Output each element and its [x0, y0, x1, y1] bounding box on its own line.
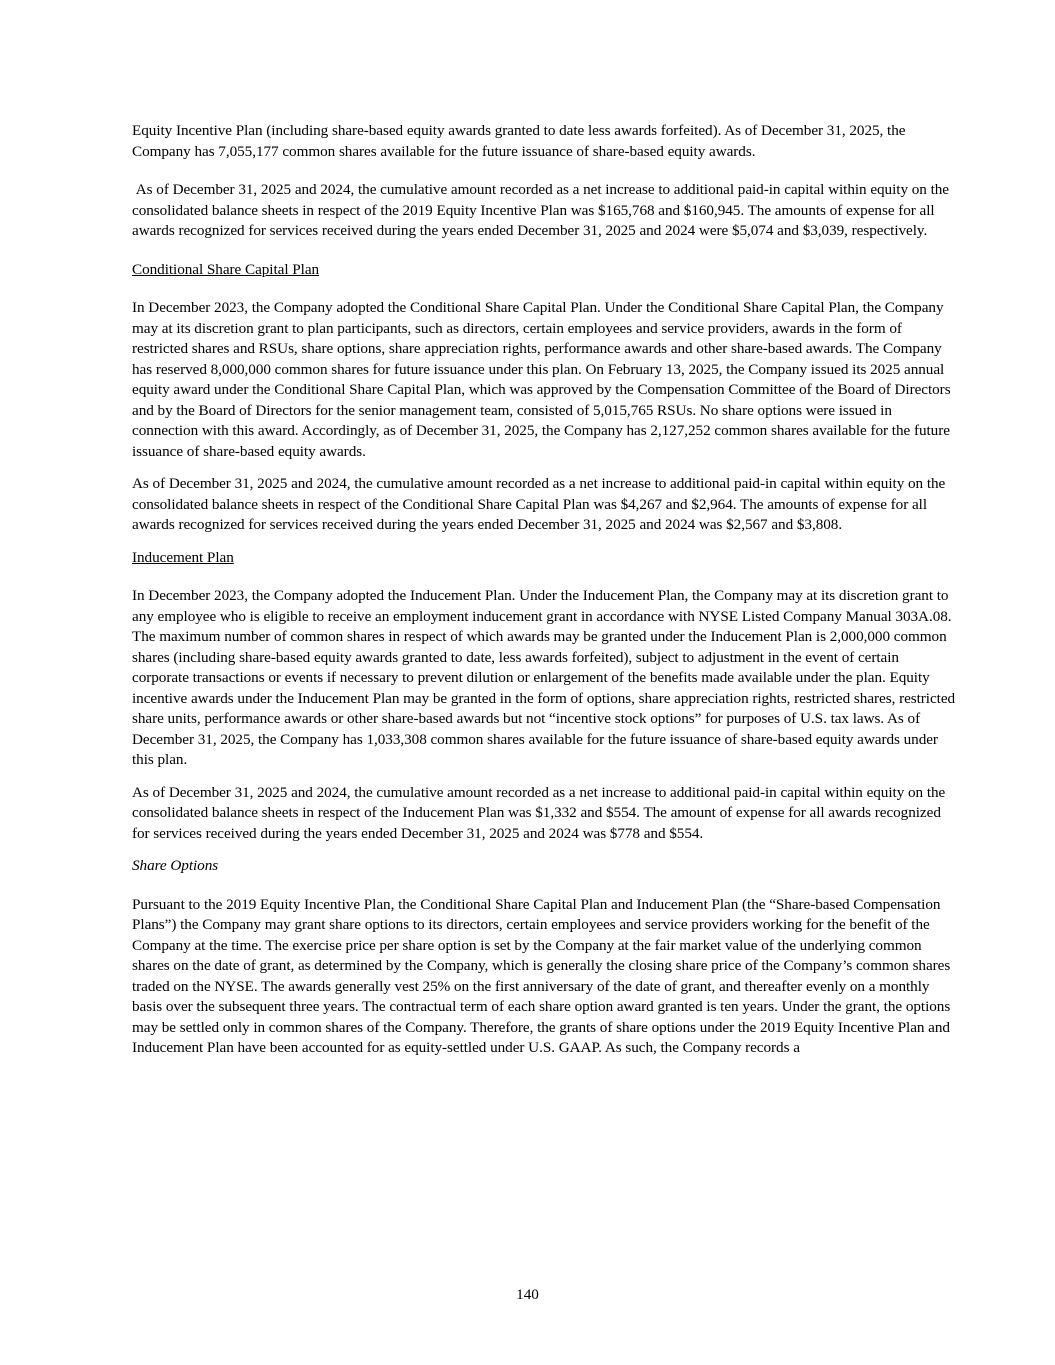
heading-inducement-plan: Inducement Plan	[132, 548, 234, 566]
heading-conditional-share-capital-plan: Conditional Share Capital Plan	[132, 260, 320, 278]
paragraph-equity-incentive-plan-amounts: As of December 31, 2025 and 2024, the cumulative amount recorded as a net increase to additional paid-in capital within equity on the consolidated balance sheets in respect of the 2019 Equity Incentive Plan was $165,768 and $160,945. The amounts of expense for all awards recognized for services received during the years ended December 31, 2025 and 2024 were $5,074 and $3,039, respectively.	[132, 181, 953, 239]
paragraph-conditional-share-capital-plan: In December 2023, the Company adopted the Conditional Share Capital Plan. Under the Conditional Share Capital Plan, the Company may at its discretion grant to plan participants, such as directors, certain employees and service providers, awards in the form of restricted shares and RSUs, share options, share appreciation rights, performance awards and other share-based awards. The Company has reserved 8,000,000 common shares for future issuance under this plan. On February 13, 2025, the Company issued its 2025 annual equity award under the Conditional Share Capital Plan, which was approved by the Compensation Committee of the Board of Directors and by the Board of Directors for the senior management team, consisted of 5,015,765 RSUs. No share options were issued in connection with this award. Accordingly, as of December 31, 2025, the Company has 2,127,252 common shares available for the future issuance of share-based equity awards.	[132, 299, 951, 460]
document-body	[132, 121, 958, 1059]
paragraph-equity-incentive-plan-continued: Equity Incentive Plan (including share-based equity awards granted to date less awards forfeited). As of December 31, 2025, the Company has 7,055,177 common shares available for the future issuance of share-based equity awards.	[132, 122, 906, 160]
paragraph-inducement-plan-amounts: As of December 31, 2025 and 2024, the cumulative amount recorded as a net increase to additional paid-in capital within equity on the consolidated balance sheets in respect of the Inducement Plan was $1,332 and $554. The amount of expense for all awards recognized for services received during the years ended December 31, 2025 and 2024 was $778 and $554.	[132, 783, 946, 842]
heading-share-options: Share Options	[132, 857, 219, 874]
page-number: 140	[516, 1286, 539, 1303]
paragraph-conditional-share-capital-plan-amounts: As of December 31, 2025 and 2024, the cumulative amount recorded as a net increase to additional paid-in capital within equity on the consolidated balance sheets in respect of the Conditional Share Capital Plan was $4,267 and $2,964. The amounts of expense for all awards recognized for services received during the years ended December 31, 2025 and 2024 was $2,567 and $3,808.	[132, 475, 946, 533]
paragraph-share-options: Pursuant to the 2019 Equity Incentive Plan, the Conditional Share Capital Plan and Inducement Plan (the “Share-based Compensation Plans”) the Company may grant share options to its directors, certain employees and service providers working for the benefit of the Company at the time. The exercise price per share option is set by the Company at the fair market value of the underlying common shares on the date of grant, as determined by the Company, which is generally the closing share price of the Company’s common shares traded on the NYSE. The awards generally vest 25% on the first anniversary of the date of grant, and thereafter evenly on a monthly basis over the subsequent three years. The contractual term of each share option award granted is ten years. Under the grant, the options may be settled only in common shares of the Company. Therefore, the grants of share options under the 2019 Equity Incentive Plan and Inducement Plan have been accounted for as equity-settled under U.S. GAAP. As such, the Company records a	[132, 895, 951, 1056]
paragraph-inducement-plan: In December 2023, the Company adopted the Inducement Plan. Under the Inducement Plan, the Company may at its discretion grant to any employee who is eligible to receive an employment inducement grant in accordance with NYSE Listed Company Manual 303A.08. The maximum number of common shares in respect of which awards may be granted under the Inducement Plan is 2,000,000 common shares (including share-based equity awards granted to date, less awards forfeited), subject to adjustment in the event of certain corporate transactions or events if necessary to prevent dilution or enlargement of the benefits made available under the plan. Equity incentive awards under the Inducement Plan may be granted in the form of options, share appreciation rights, restricted shares, restricted share units, performance awards or other share-based awards but not “incentive stock options” for purposes of U.S. tax laws. As of December 31, 2025, the Company has 1,033,308 common shares available for the future issuance of share-based equity awards under this plan.	[132, 587, 956, 768]
